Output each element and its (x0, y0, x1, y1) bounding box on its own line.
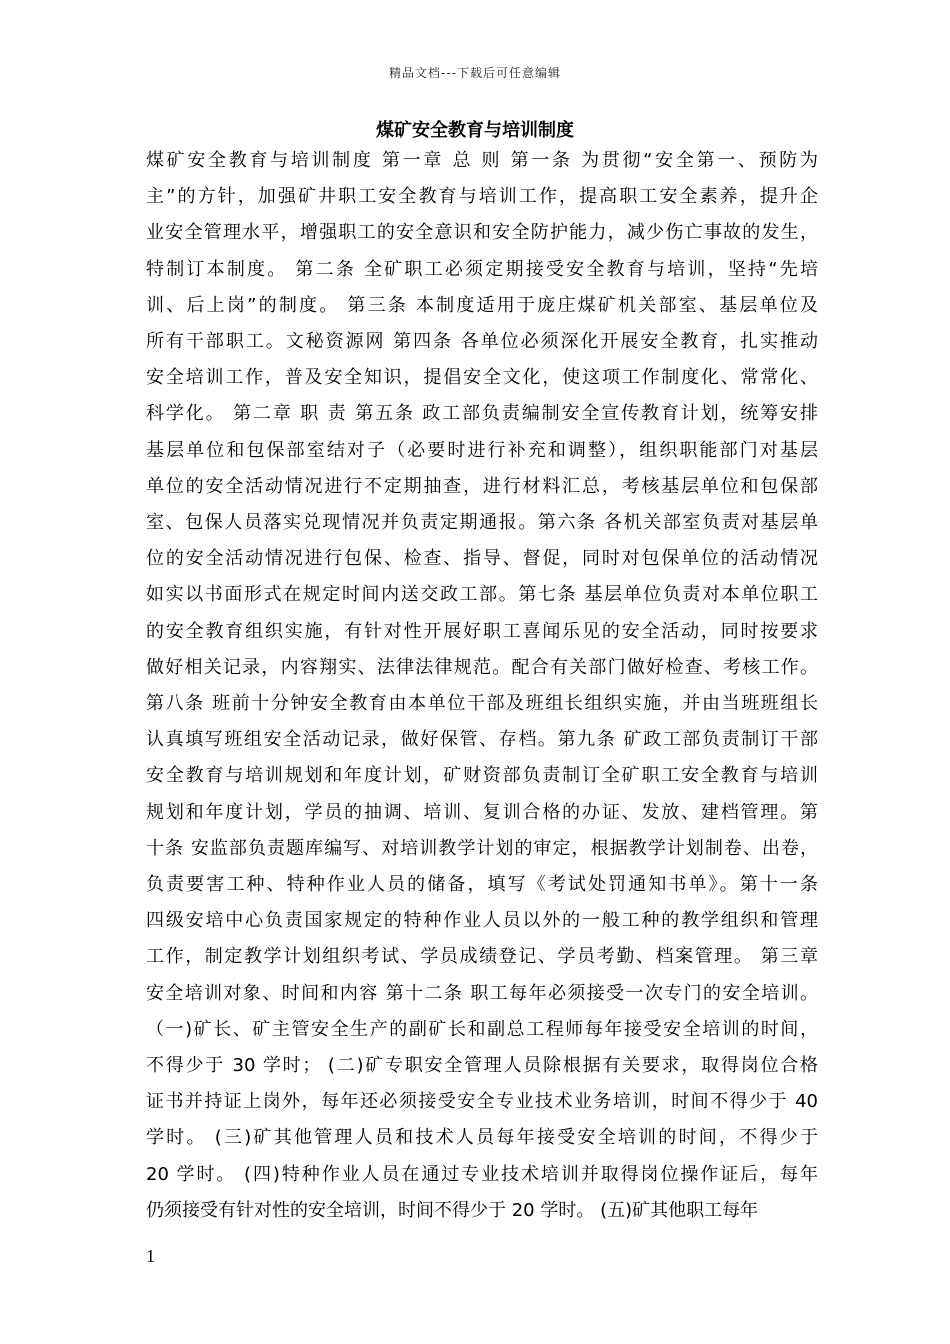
document-title: 煤矿安全教育与培训制度 (376, 120, 574, 141)
body-line: 科学化。 第二章 职 责 第五条 政工部负责编制安全宣传教育计划，统筹安排 (146, 403, 818, 425)
body-line: 位的安全活动情况进行包保、检查、指导、督促，同时对包保单位的活动情况 (146, 548, 818, 570)
body-line: 训、后上岗”的制度。 第三条 本制度适用于庞庄煤矿机关部室、基层单位及 (146, 294, 818, 316)
body-line: 安全培训对象、时间和内容 第十二条 职工每年必须接受一次专门的安全培训。 (146, 982, 818, 1004)
body-line: 所有干部职工。文秘资源网 第四条 各单位必须深化开展安全教育，扎实推动 (146, 331, 818, 353)
body-line: 四级安培中心负责国家规定的特种作业人员以外的一般工种的教学组织和管理 (146, 910, 818, 932)
body-line: 工作，制定教学计划组织考试、学员成绩登记、学员考勤、档案管理。 第三章 (146, 946, 818, 968)
page-header: 精品文档---下载后可任意编辑 (389, 66, 561, 80)
body-line: 第八条 班前十分钟安全教育由本单位干部及班组长组织实施，并由当班班组长 (146, 693, 818, 715)
body-line: 规划和年度计划，学员的抽调、培训、复训合格的办证、发放、建档管理。第 (146, 801, 818, 823)
body-line: 学时。 (三)矿其他管理人员和技术人员每年接受安全培训的时间，不得少于 (146, 1127, 818, 1149)
body-line: 基层单位和包保部室结对子（必要时进行补充和调整），组织职能部门对基层 (146, 439, 818, 461)
body-line: 业安全管理水平，增强职工的安全意识和安全防护能力，减少伤亡事故的发生， (146, 222, 818, 244)
body-line: 负责要害工种、特种作业人员的储备，填写《考试处罚通知书单》。第十一条 (146, 874, 818, 896)
document-body (146, 143, 818, 1229)
body-line: 煤矿安全教育与培训制度 第一章 总 则 第一条 为贯彻“安全第一、预防为 (146, 150, 818, 171)
body-line: 的安全教育组织实施，有针对性开展好职工喜闻乐见的安全活动，同时按要求 (146, 620, 818, 642)
page-number: 1 (146, 1246, 155, 1266)
body-line: 单位的安全活动情况进行不定期抽查，进行材料汇总，考核基层单位和包保部 (146, 475, 818, 497)
body-line: 证书并持证上岗外，每年还必须接受安全专业技术业务培训，时间不得少于 40 (146, 1091, 818, 1113)
body-line: （一)矿长、矿主管安全生产的副矿长和副总工程师每年接受安全培训的时间， (146, 1018, 818, 1040)
body-line: 安全培训工作，普及安全知识，提倡安全文化，使这项工作制度化、常常化、 (146, 367, 818, 389)
body-line: 安全教育与培训规划和年度计划，矿财资部负责制订全矿职工安全教育与培训 (146, 765, 818, 787)
body-line: 做好相关记录，内容翔实、法律法律规范。配合有关部门做好检查、考核工作。 (146, 656, 818, 678)
body-line: 十条 安监部负责题库编写、对培训教学计划的审定，根据教学计划制卷、出卷， (146, 837, 818, 859)
body-line: 如实以书面形式在规定时间内送交政工部。第七条 基层单位负责对本单位职工 (146, 584, 818, 606)
body-line: 不得少于 30 学时； (二)矿专职安全管理人员除根据有关要求，取得岗位合格 (146, 1055, 818, 1077)
body-line: 特制订本制度。 第二条 全矿职工必须定期接受安全教育与培训，坚持“先培 (146, 258, 818, 280)
body-line: 主”的方针，加强矿井职工安全教育与培训工作，提高职工安全素养，提升企 (146, 186, 818, 208)
body-line: 室、包保人员落实兑现情况并负责定期通报。第六条 各机关部室负责对基层单 (146, 512, 818, 534)
body-line: 20 学时。 (四)特种作业人员在通过专业技术培训并取得岗位操作证后，每年 (146, 1163, 818, 1185)
body-line: 认真填写班组安全活动记录，做好保管、存档。第九条 矿政工部负责制订干部 (146, 729, 818, 751)
body-line: 仍须接受有针对性的安全培训，时间不得少于 20 学时。 (五)矿其他职工每年 (146, 1199, 759, 1221)
